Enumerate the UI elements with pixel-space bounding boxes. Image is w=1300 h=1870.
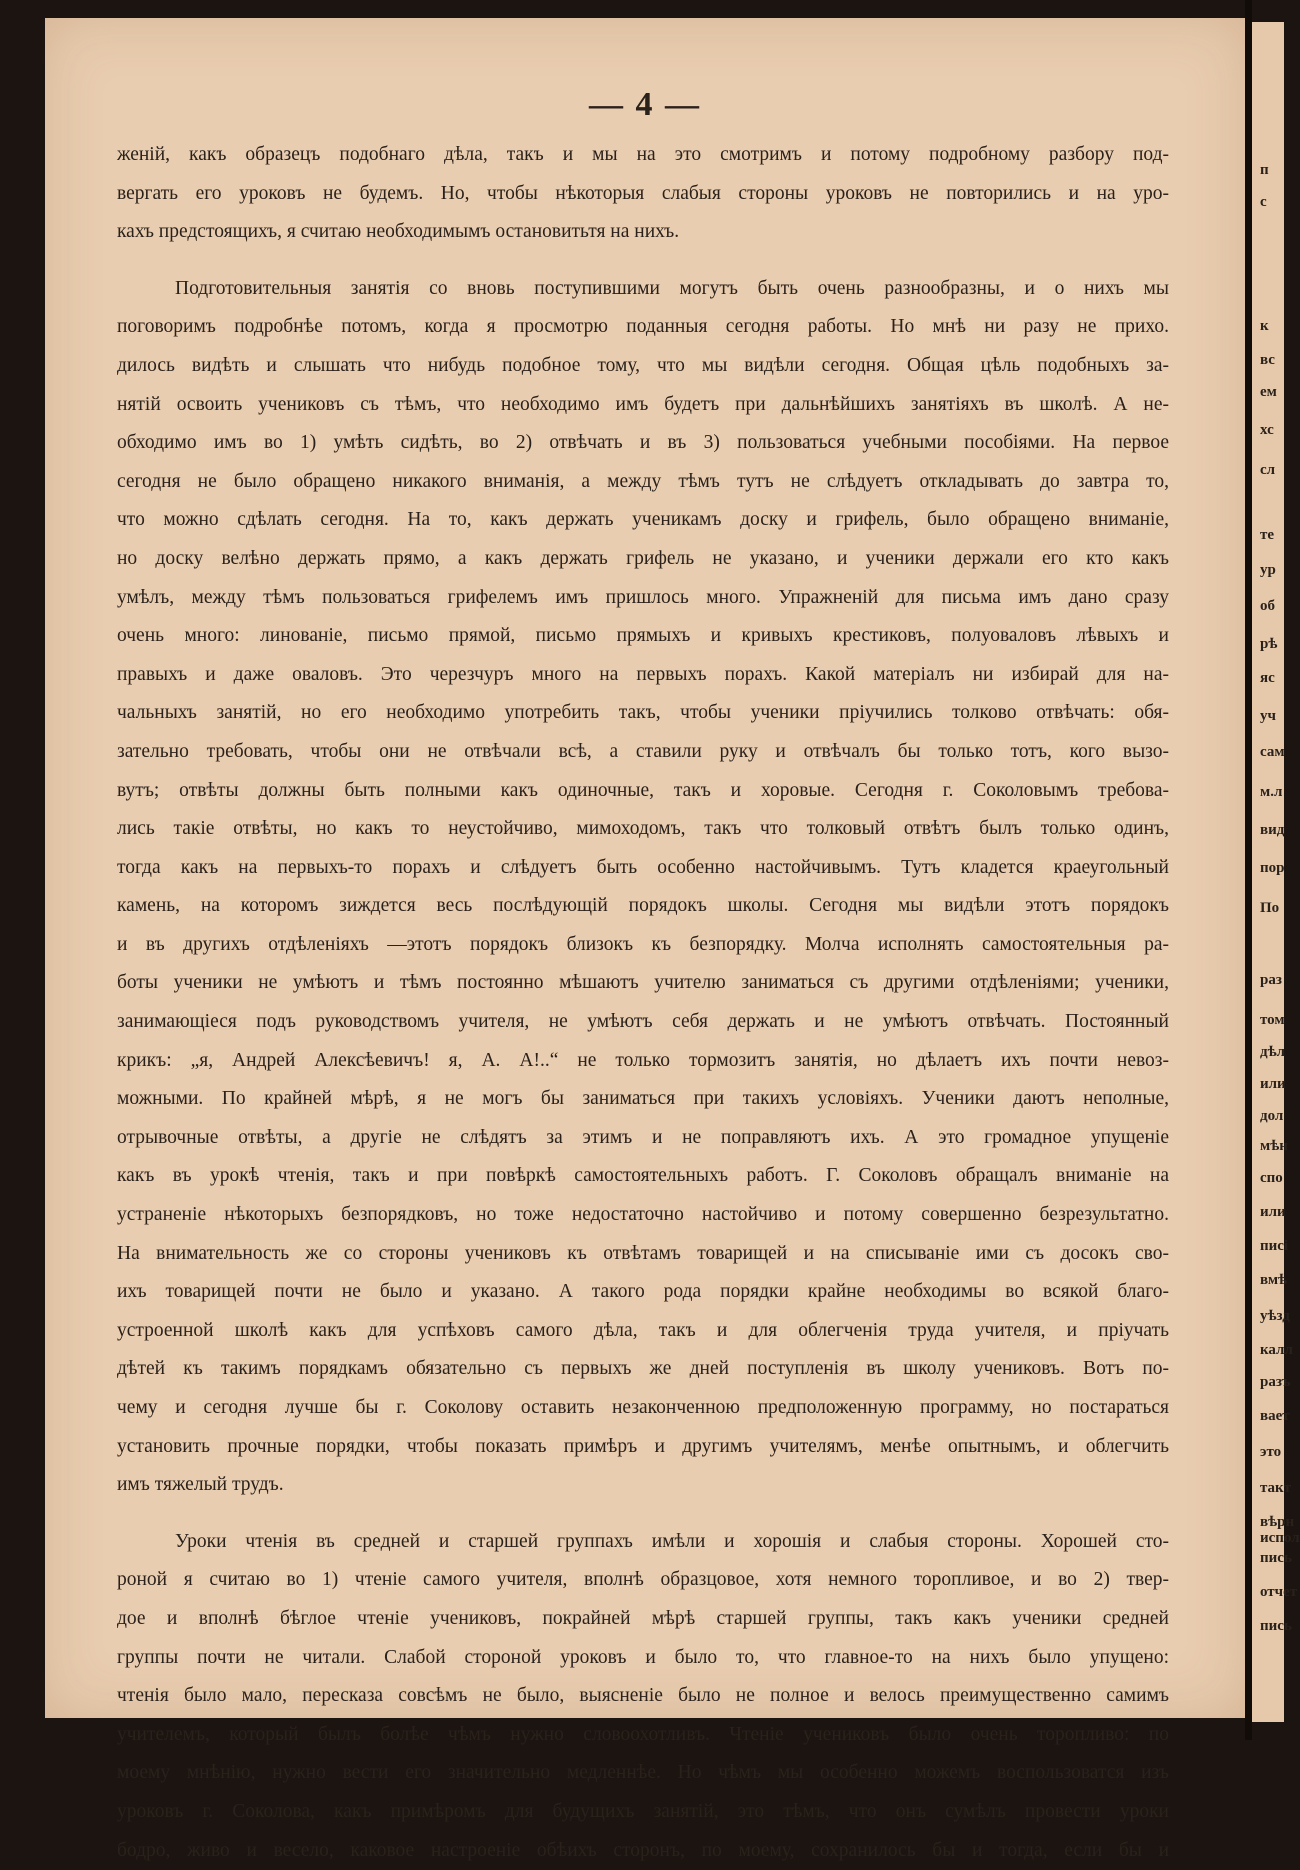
adjacent-page-fragment: такт (1260, 1480, 1292, 1496)
text-line: бодро, живо и весело, каковое настроеніе обѣихъ сторонъ, по моему, сохранилось бы и тогда, если бы и (117, 1839, 1169, 1861)
text-line: лись такіе отвѣты, но какъ то неустойчиво, мимоходомъ, такъ что толковый отвѣтъ былъ только одинъ, (117, 818, 1169, 840)
text-line: учителемъ, который былъ болѣе чѣмъ нужно словоохотливъ. Чтеніе учениковъ было очень торопливо: по (117, 1723, 1169, 1745)
text-line: женій, какъ образецъ подобнаго дѣла, такъ и мы на это смотримъ и потому подробному разбору под- (117, 144, 1169, 165)
adjacent-page-fragment: писі (1260, 1238, 1289, 1254)
text-line: умѣлъ, между тѣмъ пользоваться грифелемъ имъ пришлось много. Упражненій для письма имъ дано сразу (117, 586, 1169, 608)
adjacent-page-fragment: рѣ (1260, 636, 1278, 652)
text-line: Уроки чтенія въ средней и старшей группахъ имѣли и хорошія и слабыя стороны. Хорошей сто- (175, 1530, 1169, 1552)
adjacent-page-fragment: испол (1260, 1530, 1300, 1546)
text-line: занимающіеся подъ руководствомъ учителя, не умѣютъ себя держать и не умѣютъ отвѣчать. Постоянный (117, 1011, 1169, 1033)
adjacent-page-fragment: уѣзд (1260, 1308, 1290, 1324)
text-line: роной я считаю во 1) чтеніе самого учителя, вполнѣ образцовое, хотя немного торопливое, и во 2) твер- (117, 1569, 1169, 1591)
text-line: какъ въ урокѣ чтенія, такъ и при повѣркѣ самостоятельныхъ работъ. Г. Соколовъ обращалъ вниманіе на (117, 1165, 1169, 1187)
text-line: вергать его уроковъ не будемъ. Но, чтобы нѣкоторыя слабыя стороны уроковъ не повторились и на уро- (117, 182, 1169, 204)
adjacent-page-fragment: пор (1260, 860, 1285, 876)
text-line: моему мнѣнію, нужно вести его значительно медленнѣе. Но чѣмъ мы особенно можемъ воспользоватся изъ (117, 1762, 1169, 1784)
adjacent-page-fragment: с (1260, 194, 1267, 210)
adjacent-page-edge (1252, 22, 1300, 1722)
adjacent-page-fragment: разъ (1260, 1374, 1291, 1390)
adjacent-page-fragment: спо (1260, 1170, 1283, 1186)
adjacent-page-fragment: сам (1260, 744, 1285, 760)
text-line: и въ другихъ отдѣленіяхъ —этотъ порядокъ близокъ къ безпорядку. Молча исполнять самостоятельныя ра- (117, 933, 1169, 955)
text-line: На внимательность же со стороны учениковъ къ отвѣтамъ товарищей и на списываніе ими съ досокъ сво- (117, 1242, 1169, 1264)
adjacent-page-fragment: п (1260, 162, 1269, 178)
paragraph-gap (117, 252, 1169, 270)
text-line: чальныхъ занятій, но его необходимо употребить такъ, чтобы ученики пріучились толково отвѣчать: обя- (117, 702, 1169, 724)
adjacent-page-fragment: вс (1260, 352, 1275, 368)
text-line: сегодня не было обращено никакого вниманія, а между тѣмъ тутъ не слѣдуетъ откладывать до завтра то, (117, 470, 1169, 492)
adjacent-page-fragment: сл (1260, 462, 1276, 478)
adjacent-page-fragment: хс (1260, 422, 1274, 438)
adjacent-page-fragment: ур (1260, 562, 1276, 578)
text-line: дѣтей къ такимъ порядкамъ обязательно съ первыхъ же дней поступленія въ школу учениковъ. Вотъ по- (117, 1358, 1169, 1380)
text-line: группы почти не читали. Слабой стороной уроковъ и было то, что главное-то на нихъ было упущено: (117, 1646, 1169, 1668)
page-number: — 4 — (589, 86, 701, 123)
adjacent-page-fragment: или (1260, 1076, 1286, 1092)
text-line: устраненіе нѣкоторыхъ безпорядковъ, но тоже недостаточно настойчиво и потому совершенно безрезультатно. (117, 1204, 1169, 1226)
body-text (117, 136, 1169, 1870)
text-line: можными. По крайней мѣрѣ, я не могъ бы заниматься при такихъ условіяхъ. Ученики даютъ неполные, (117, 1088, 1169, 1110)
text-line: кахъ предстоящихъ, я считаю необходимымъ остановитьтя на нихъ. (117, 221, 680, 243)
text-line: очень много: линованіе, письмо прямой, письмо прямыхъ и кривыхъ крестиковъ, полуоваловъ лѣвыхъ и (117, 625, 1169, 647)
text-line: тогда какъ на первыхъ-то порахъ и слѣдуетъ быть особенно настойчивымъ. Тутъ кладется краеугольный (117, 856, 1169, 878)
adjacent-page-fragment: том (1260, 1012, 1285, 1028)
adjacent-page-fragment: дѣл (1260, 1044, 1286, 1060)
text-line: имъ тяжелый трудъ. (117, 1474, 284, 1496)
adjacent-page-fragment: ем (1260, 384, 1277, 400)
text-line: чему и сегодня лучше бы г. Соколову оставить незаконченною предположенную программу, но постараться (117, 1397, 1169, 1418)
text-line: уроковъ г. Соколова, какъ примѣромъ для будущихъ занятій, это тѣмъ, что онъ сумѣлъ провести уроки (117, 1800, 1169, 1822)
adjacent-page-fragment: По (1260, 900, 1280, 916)
document-page (45, 18, 1245, 1861)
paragraph (117, 270, 1169, 1505)
adjacent-page-fragment: вѣрн (1260, 1514, 1295, 1530)
adjacent-page-fragment: м.л (1260, 784, 1283, 800)
adjacent-page-fragment: это (1260, 1444, 1282, 1460)
adjacent-page-fragment: те (1260, 527, 1275, 543)
text-line: установить прочные порядки, чтобы показать примѣръ и другимъ учителямъ, менѣе опытнымъ, и облегчить (117, 1435, 1169, 1457)
text-line: что можно сдѣлать сегодня. На то, какъ держать ученикамъ доску и грифель, было обращено вниманіе, (117, 509, 1169, 531)
text-line: правыхъ и даже оваловъ. Это черезчуръ много на первыхъ порахъ. Какой матеріалъ ни избирай для на- (117, 663, 1169, 685)
adjacent-page-fragment: пись (1260, 1550, 1292, 1566)
text-line: но доску велѣно держать прямо, а какъ держать грифель не указано, и ученики держали его кто какъ (117, 547, 1169, 569)
adjacent-page-fragment: мѣн (1260, 1138, 1288, 1154)
text-line: зательно требовать, чтобы они не отвѣчали всѣ, а ставили руку и отвѣчалъ бы только тотъ, кого вызо- (117, 740, 1169, 762)
adjacent-page-fragment: отчет (1260, 1584, 1298, 1600)
adjacent-page-fragment: или (1260, 1204, 1286, 1220)
adjacent-page-fragment: к (1260, 318, 1269, 334)
text-line: обходимо имъ во 1) умѣть сидѣть, во 2) отвѣчать и въ 3) пользоваться учебными пособіями. На первое (117, 432, 1169, 454)
text-line: вутъ; отвѣты должны быть полными какъ одиночные, такъ и хоровые. Сегодня г. Соколовымъ требова- (117, 779, 1169, 801)
text-line: Подготовительныя занятія со вновь поступившими могутъ быть очень разнообразны, и о нихъ мы (175, 277, 1169, 299)
text-line: ихъ товарищей почти не было и указано. А такого рода порядки крайне необходимы во всякой благо- (117, 1281, 1169, 1303)
paragraph-gap (117, 1505, 1169, 1523)
adjacent-page-fragment: яс (1260, 670, 1275, 686)
text-line: устроенной школѣ какъ для успѣховъ самого дѣла, такъ и для облегченія труда учителя, и пріучать (117, 1319, 1169, 1341)
text-line: нятій освоить учениковъ съ тѣмъ, что необходимо имъ будетъ при дальнѣйшихъ занятіяхъ въ школѣ. А не- (117, 393, 1169, 415)
paragraph (117, 136, 1169, 252)
page-gutter (1245, 0, 1252, 1740)
adjacent-page-fragment: дол (1260, 1108, 1284, 1124)
text-line: дилось видѣть и слышать что нибудь подобное тому, что мы видѣли сегодня. Общая цѣль подобныхъ за- (117, 354, 1169, 376)
adjacent-page-fragment: вид (1260, 822, 1285, 838)
adjacent-page-fragment: пись (1260, 1618, 1292, 1634)
text-line: крикъ: „я, Андрей Алексѣевичъ! я, А. А!..“ не только тормозитъ занятія, но дѣлаетъ ихъ почти невоз- (117, 1049, 1169, 1071)
text-line: чтенія было мало, пересказа совсѣмъ не было, выясненіе было не полное и велось преимущественно самимъ (117, 1685, 1169, 1707)
text-line: отрывочные отвѣты, а другіе не слѣдятъ за этимъ и не поправляютъ ихъ. А это громадное упущеніе (117, 1126, 1169, 1148)
adjacent-page-fragment: вает (1260, 1408, 1290, 1424)
adjacent-page-fragment: уч (1260, 708, 1276, 724)
adjacent-page-fragment: калл (1260, 1342, 1293, 1358)
text-line: камень, на которомъ зиждется весь послѣдующій порядокъ школы. Сегодня мы видѣли этотъ порядокъ (117, 895, 1169, 917)
paragraph (117, 1523, 1169, 1870)
text-line: дое и вполнѣ бѣглое чтеніе учениковъ, покрайней мѣрѣ старшей группы, такъ какъ ученики средней (117, 1607, 1169, 1629)
text-line: поговоримъ подробнѣе потомъ, когда я просмотрю поданныя сегодня работы. Но мнѣ ни разу не прихо. (117, 316, 1169, 338)
adjacent-page-fragment: раз (1260, 972, 1282, 988)
adjacent-page-fragment: вмѣ (1260, 1272, 1288, 1288)
text-line: боты ученики не умѣютъ и тѣмъ постоянно мѣшаютъ учителю заниматься съ другими отдѣленіями; ученики, (117, 972, 1169, 994)
adjacent-page-fragment: об (1260, 598, 1275, 614)
